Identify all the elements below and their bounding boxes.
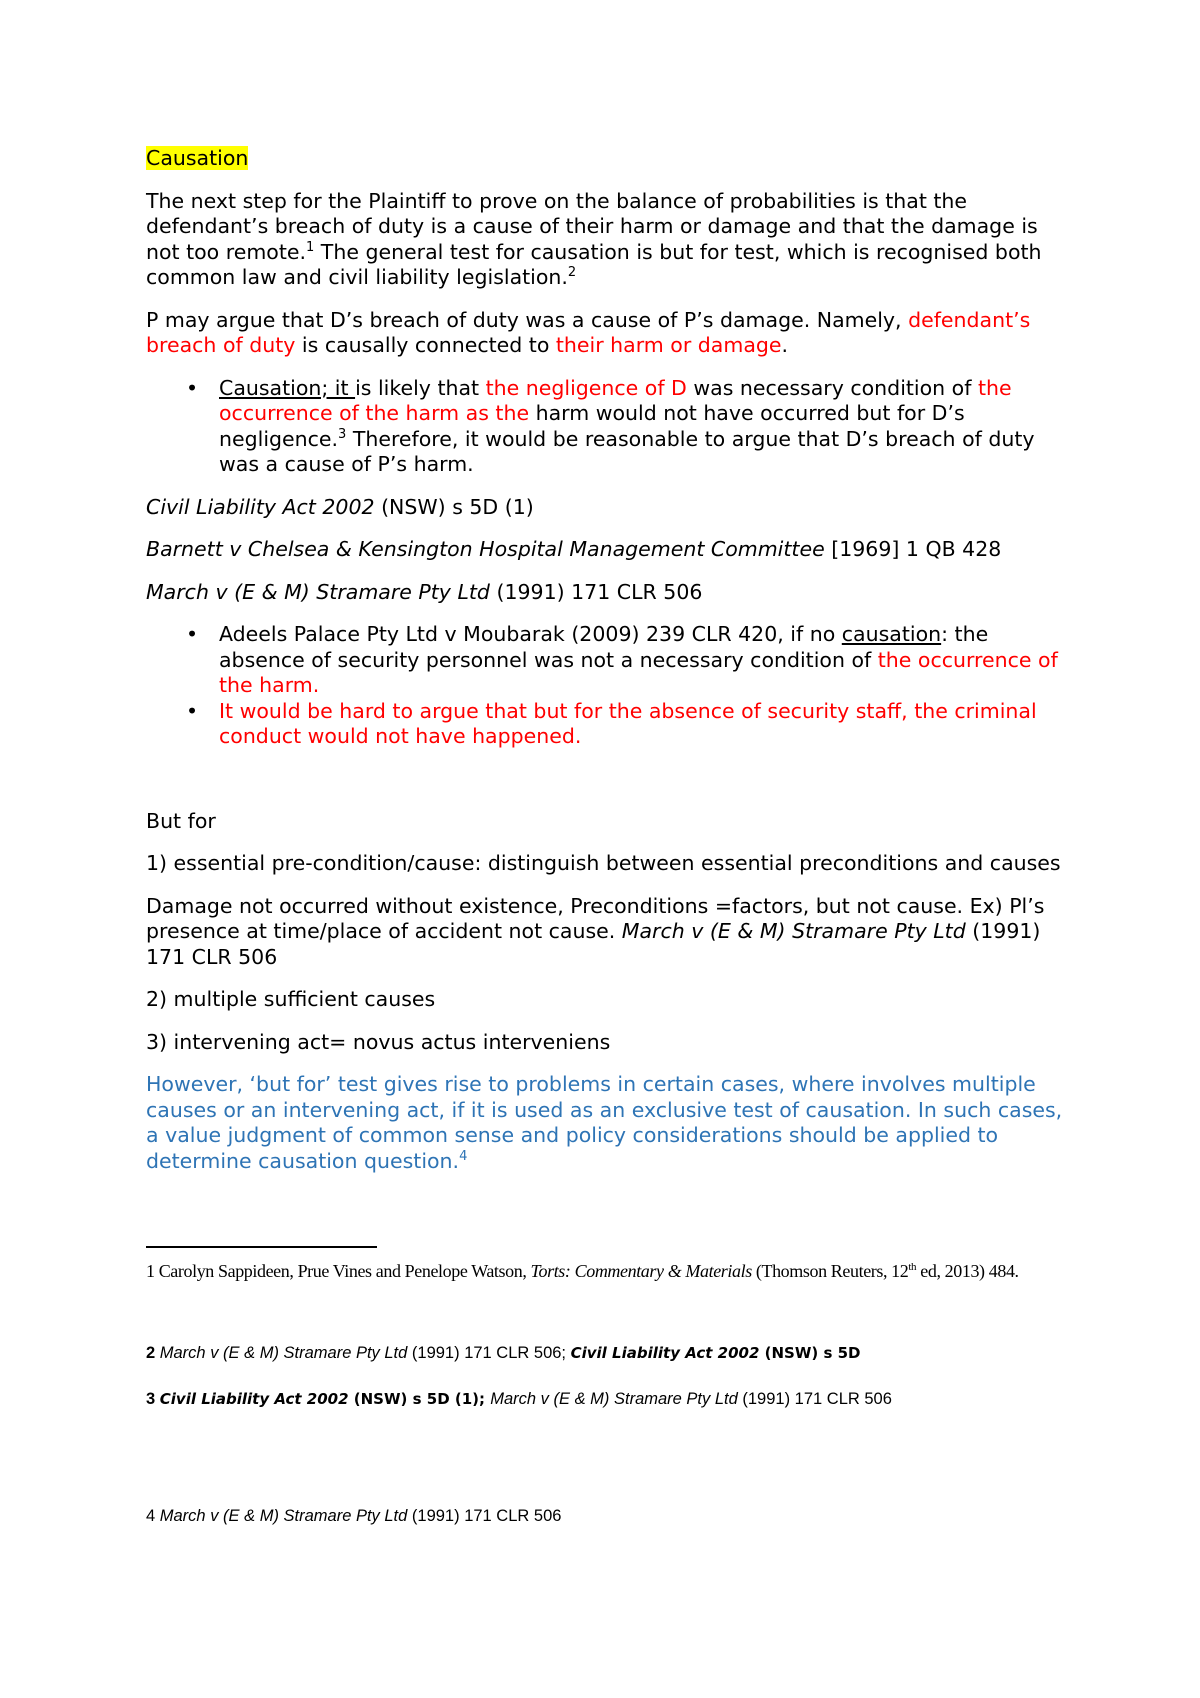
citation-march: March v (E & M) Stramare Pty Ltd (1991) 171 CLR 506 [146,579,703,604]
bullet-list-2 [146,622,1076,750]
paragraph-argument: P may argue that D’s breach of duty was a cause of P’s damage. Namely, defendant’s breach of duty is causally connected to their harm or damage. [146,307,1031,357]
paragraph-intro: The next step for the Plaintiff to prove on the balance of probabilities is that the defendant’s breach of duty is a cause of their harm or damage and that the damage is not too remote.$^1$ The general test for causation is but for test, which is recognised both common law and civil liability legislation.$^2$ [146,188,1042,289]
footnotes [146,1258,1086,1525]
citation-barnett: Barnett v Chelsea & Kensington Hospital Management Committee [1969] 1 QB 428 [146,537,1002,561]
footnote-1: 1 Carolyn Sappideen, Prue Vines and Penelope Watson, Torts: Commentary & Materials (Thomson Reuters, 12th ed, 2013) 484. [146,1261,1019,1281]
footnote-ref-3: 3 [338,426,347,442]
footnote-3: 3 Civil Liability Act 2002 (NSW) s 5D (1); March v (E & M) Stramare Pty Ltd (1991) 171 CLR 506 [146,1390,892,1408]
paragraph-preconditions: Damage not occurred without existence, Preconditions =factors, but not cause. Ex) Pl’s presence at time/place of accident not cause. March v (E & M) Stramare Pty Ltd (1991) 171 CLR 506 [146,893,1045,969]
citation-cla: Civil Liability Act 2002 (NSW) s 5D (1) [146,494,534,519]
paragraph-but-for-problems: However, ‘but for’ test gives rise to problems in certain cases, where involves multiple causes or an intervening act, if it is used as an exclusive test of causation. In such cases, a value judgment of common sense and policy considerations should be applied to determine causation question.$^4$ [146,1072,1063,1173]
footnote-ref-2: 2 [567,265,577,281]
bullet-icon: • [186,375,199,400]
heading-but-for: But for [146,808,216,833]
document-body [146,146,1076,1191]
bullet-list-1 [146,376,1076,478]
footnote-separator [146,1246,377,1248]
bullet-item-security: • It would be hard to argue that but for the absence of security staff, the criminal conduct would not have happened. [186,698,1037,748]
list-item-intervening-act: 3) intervening act= novus actus interveniens [146,1029,611,1054]
bullet-icon: • [186,622,199,646]
footnote-ref-1: 1 [306,239,315,255]
footnote-4: 4 March v (E & M) Stramare Pty Ltd (1991) 171 CLR 506 [146,1507,562,1525]
bullet-item-adeels: • Adeels Palace Pty Ltd v Moubarak (2009) 239 CLR 420, if no causation: the absence of security personnel was not a necessary condition of the occurrence of the harm. [186,622,1058,697]
bullet-item-causation: • Causation; it is likely that the negligence of D was necessary condition of the occurrence of the harm as the harm would not have occurred but for D’s negligence.$^3$ Therefore, it would be reasonable to argue that D’s breach of duty was a cause of P’s harm. [186,375,1035,476]
list-item-precondition: 1) essential pre-condition/cause: distinguish between essential preconditions and causes [146,851,1061,875]
list-item-multiple-causes: 2) multiple sufficient causes [146,987,436,1011]
footnote-2: 2 March v (E & M) Stramare Pty Ltd (1991) 171 CLR 506; Civil Liability Act 2002 (NSW) s 5D [146,1344,861,1362]
bullet-icon: • [186,698,199,723]
heading-causation: Causation [146,146,249,170]
footnote-ref-4: 4 [459,1148,468,1164]
